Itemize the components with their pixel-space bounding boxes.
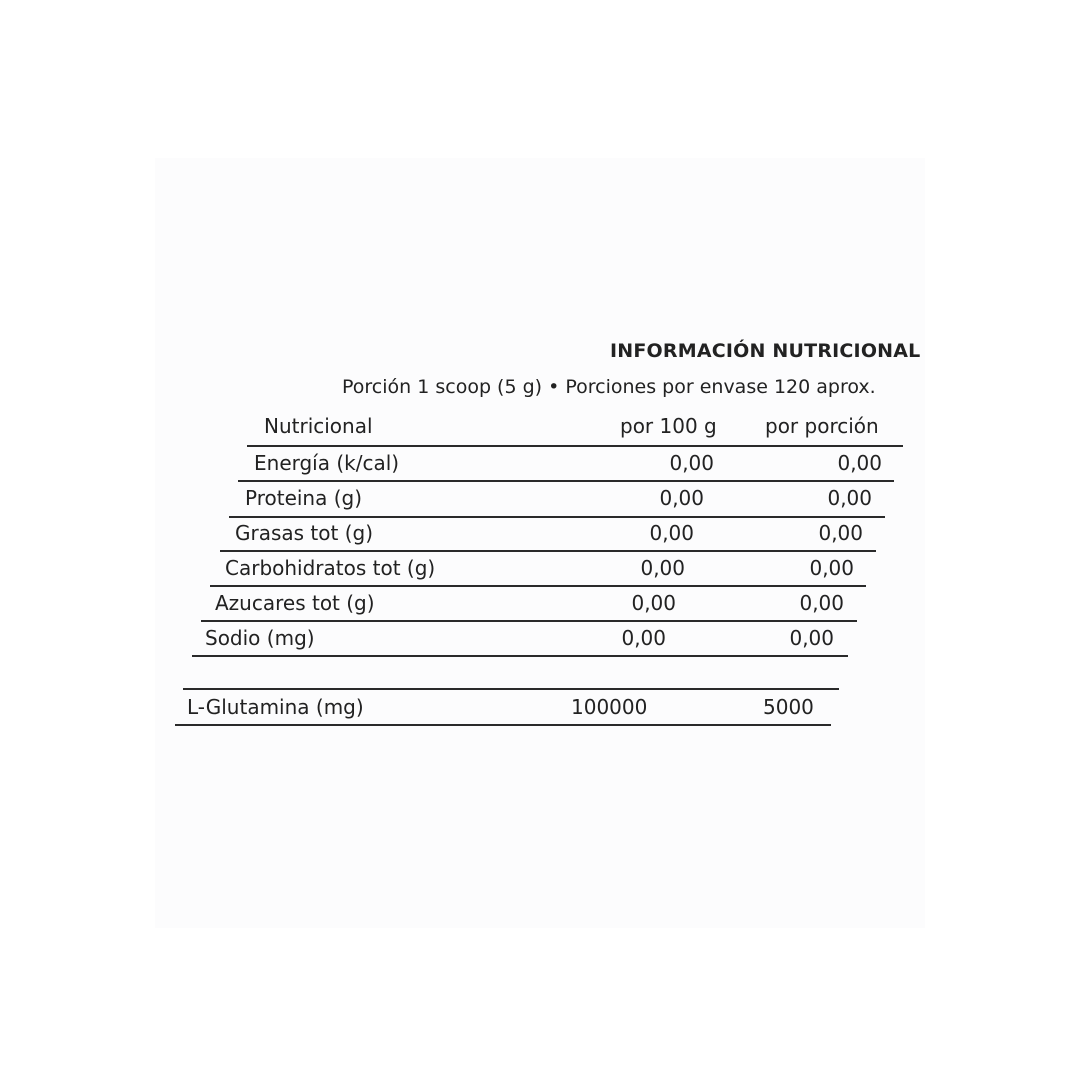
table-rule — [175, 724, 831, 726]
row-label: Proteina (g) — [245, 486, 363, 510]
row-value-per-serving: 0,00 — [837, 451, 882, 475]
row-label: Energía (k/cal) — [254, 451, 400, 475]
table-rule — [192, 655, 848, 657]
row-label: Sodio (mg) — [205, 626, 315, 650]
table-rule — [247, 445, 903, 447]
row-value-per-serving: 0,00 — [818, 521, 863, 545]
row-value-per-serving: 5000 — [763, 695, 814, 719]
row-value-per-serving: 0,00 — [789, 626, 834, 650]
row-value-per-100g: 0,00 — [640, 556, 685, 580]
row-value-per-100g: 100000 — [571, 695, 648, 719]
row-value-per-100g: 0,00 — [649, 521, 694, 545]
row-label: Azucares tot (g) — [215, 591, 375, 615]
table-rule — [210, 585, 866, 587]
row-label: Grasas tot (g) — [235, 521, 374, 545]
row-value-per-100g: 0,00 — [621, 626, 666, 650]
row-value-per-100g: 0,00 — [669, 451, 714, 475]
table-rule — [229, 516, 885, 518]
panel-title: INFORMACIÓN NUTRICIONAL — [610, 340, 921, 362]
serving-info: Porción 1 scoop (5 g) • Porciones por envase 120 aprox. — [342, 376, 876, 398]
header-per-serving: por porción — [765, 414, 879, 438]
header-per-100g: por 100 g — [620, 414, 717, 438]
row-value-per-100g: 0,00 — [659, 486, 704, 510]
row-value-per-serving: 0,00 — [827, 486, 872, 510]
row-value-per-100g: 0,00 — [631, 591, 676, 615]
row-label: L-Glutamina (mg) — [187, 695, 364, 719]
header-nutrient: Nutricional — [264, 414, 373, 438]
table-rule — [238, 480, 894, 482]
row-value-per-serving: 0,00 — [809, 556, 854, 580]
row-value-per-serving: 0,00 — [799, 591, 844, 615]
table-rule — [201, 620, 857, 622]
table-rule — [183, 688, 839, 690]
row-label: Carbohidratos tot (g) — [225, 556, 436, 580]
table-rule — [220, 550, 876, 552]
